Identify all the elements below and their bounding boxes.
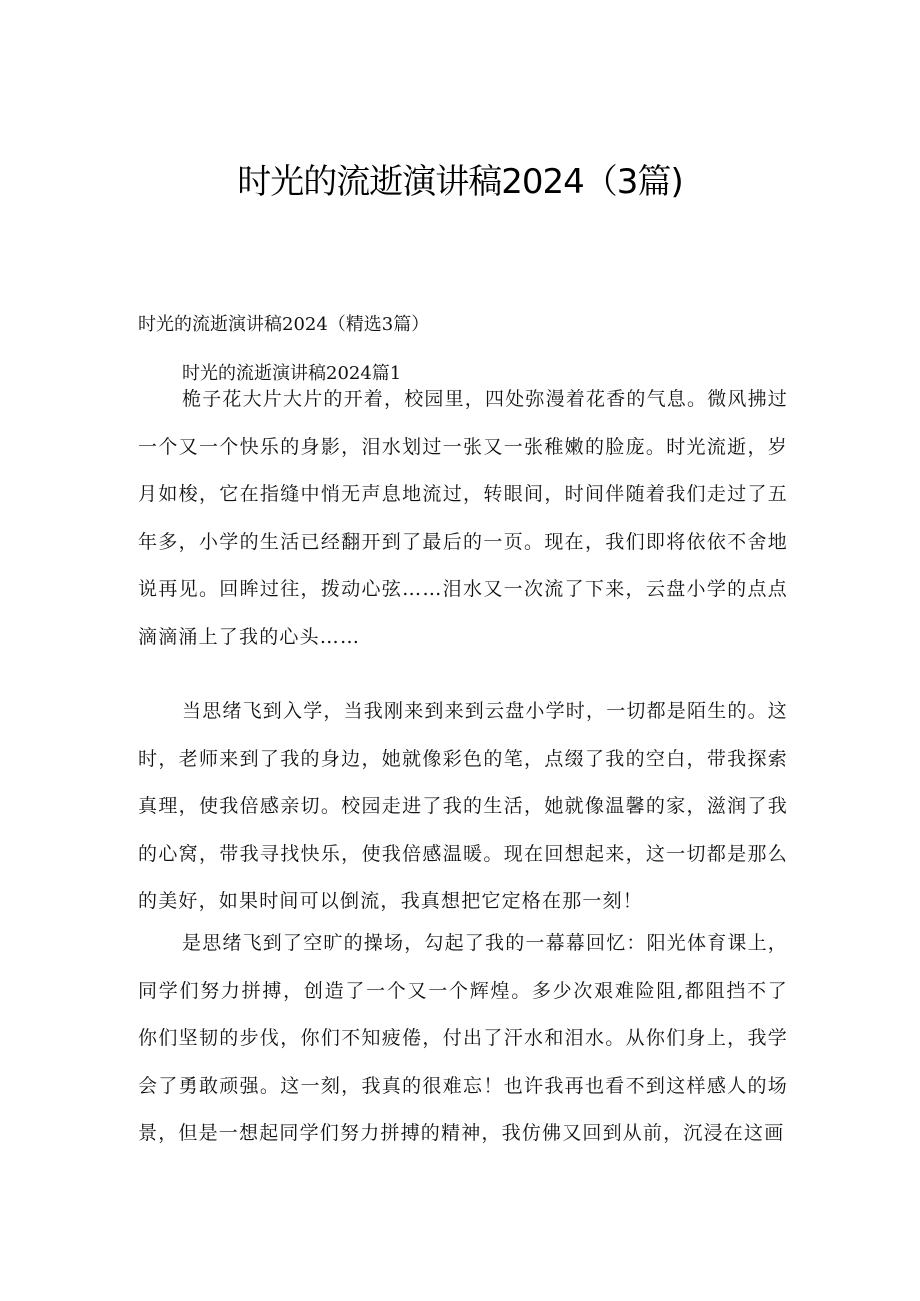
section-heading: 时光的流逝演讲稿2024篇1	[182, 363, 402, 384]
body-paragraph: 当思绪飞到入学，当我刚来到来到云盘小学时，一切都是陌生的。这时，老师来到了我的身边，她就像彩色的笔，点缀了我的空白，带我探索真理，使我倍感亲切。校园走进了我的生活，她就像温馨的家，滋润了我的心窝，带我寻找快乐，使我倍感温暖。现在回想起来，这一切都是那么的美好，如果时间可以倒流，我真想把它定格在那一刻！	[138, 700, 789, 912]
body-paragraph: 是思绪飞到了空旷的操场，勾起了我的一幕幕回忆：阳光体育课上，同学们努力拼搏，创造了一个又一个辉煌。多少次艰难险阻,都阻挡不了你们坚韧的步伐，你们不知疲倦，付出了汗水和泪水。从你们身上，我学会了勇敢顽强。这一刻，我真的很难忘！也许我再也看不到这样感人的场景，但是一想起同学们努力拼搏的精神，我仿佛又回到从前，沉浸在这画	[138, 932, 789, 1144]
body-paragraph: 桅子花大片大片的开着，校园里，四处弥漫着花香的气息。微风拂过一个又一个快乐的身影，泪水划过一张又一张稚嫩的脸庞。时光流逝，岁月如梭，它在指缝中悄无声息地流过，转眼间，时间伴随着我们走过了五年多，小学的生活已经翻开到了最后的一页。现在，我们即将依依不舍地说再见。回眸过往，拨动心弦……泪水又一次流了下来，云盘小学的点点滴滴涌上了我的心头……	[138, 388, 789, 648]
document-title: 时光的流逝演讲稿2024（3篇)	[237, 162, 683, 202]
document-subtitle: 时光的流逝演讲稿2024（精选3篇）	[138, 314, 430, 335]
